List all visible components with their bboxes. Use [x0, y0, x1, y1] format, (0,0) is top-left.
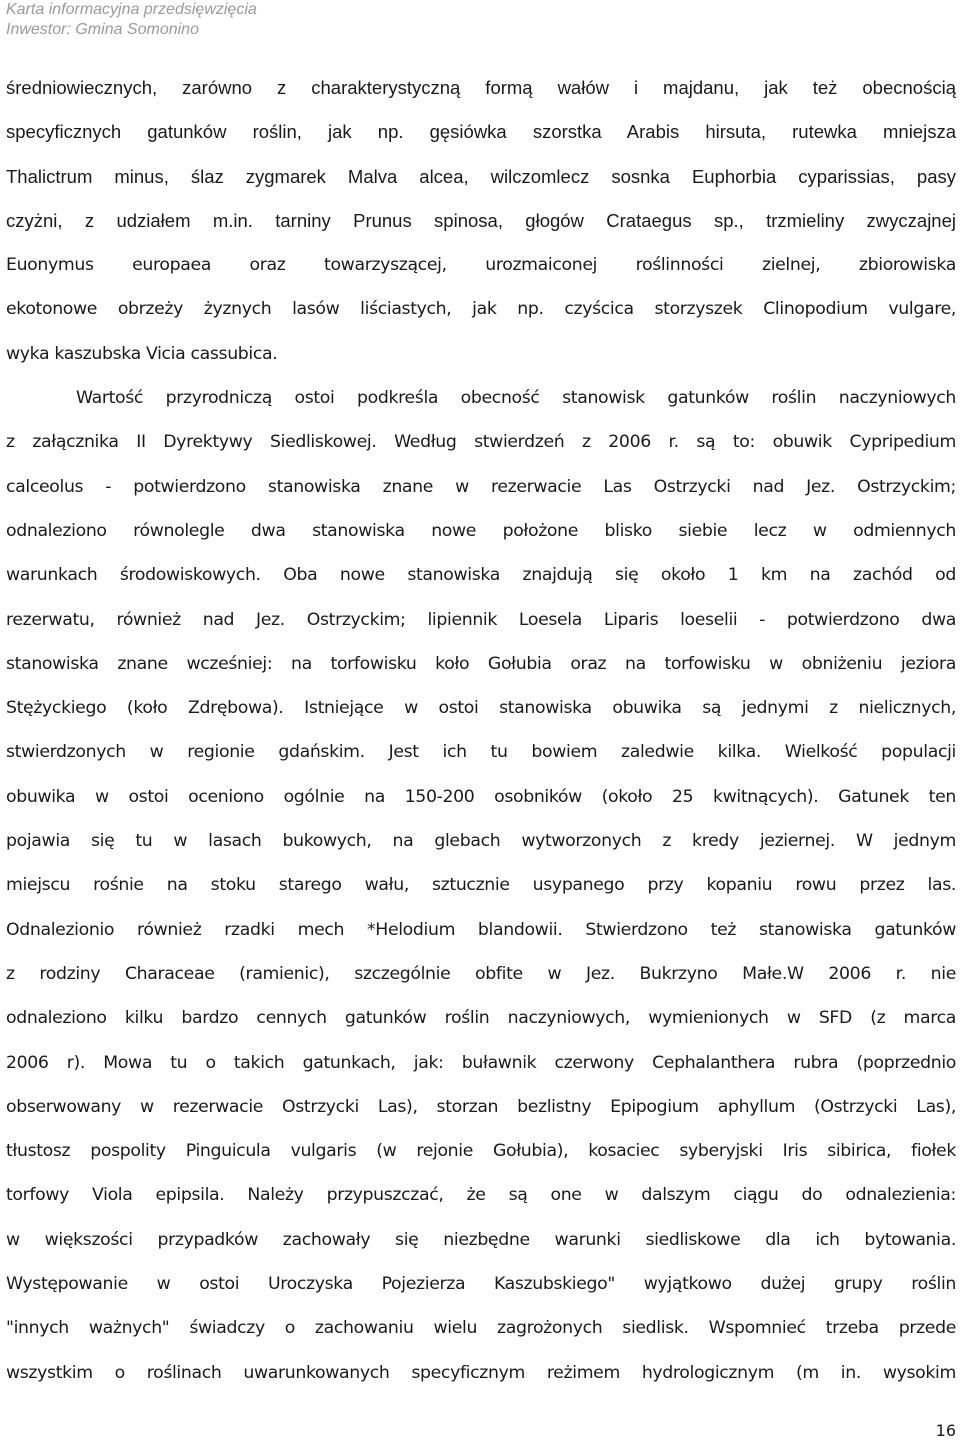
text-line: odnaleziono równolegle dwa stanowiska nowe położone blisko siebie lecz w odmiennych	[6, 520, 956, 541]
page-number: 16	[935, 1421, 956, 1440]
text-line: odnaleziono kilku bardzo cennych gatunków roślin naczyniowych, wymienionych w SFD (z marca	[6, 1008, 956, 1029]
text-line: Stężyckiego (koło Zdrębowa). Istniejące w ostoi stanowiska obuwika są jednymi z nielicznych,	[6, 698, 956, 719]
header-title: Karta informacyjna przedsięwzięcia	[6, 1, 257, 18]
text-line: obserwowany w rezerwacie Ostrzycki Las), storzan bezlistny Epipogium aphyllum (Ostrzycki Las),	[6, 1096, 956, 1117]
text-line: ekotonowe obrzeży żyznych lasów liściastych, jak np. czyścica storzyszek Clinopodium vulgare,	[6, 299, 956, 320]
text-line: stwierdzonych w regionie gdańskim. Jest ich tu bowiem zaledwie kilka. Wielkość populacji	[6, 742, 956, 763]
text-line: z załącznika II Dyrektywy Siedliskowej. Według stwierdzeń z 2006 r. są to: obuwik Cypripedium	[6, 432, 956, 453]
text-line: torfowy Viola epipsila. Należy przypuszczać, że są one w dalszym ciągu do odnalezienia:	[6, 1185, 956, 1206]
text-line: "innych ważnych" świadczy o zachowaniu wielu zagrożonych siedlisk. Wspomnieć trzeba przede	[6, 1318, 956, 1339]
text-line: pojawia się tu w lasach bukowych, na glebach wytworzonych z kredy jeziernej. W jednym	[6, 831, 956, 852]
text-line: obuwika w ostoi oceniono ogólnie na 150-200 osobników (około 25 kwitnących). Gatunek ten	[6, 786, 956, 807]
text-line: wszystkim o roślinach uwarunkowanych specyficznym reżimem hydrologicznym (m in. wysokim	[6, 1362, 956, 1383]
text-line: specyficznych gatunków roślin, jak np. gęsiówka szorstka Arabis hirsuta, rutewka mniejsza	[6, 121, 956, 143]
text-line: średniowiecznych, zarówno z charakterystyczną formą wałów i majdanu, jak też obecnością	[6, 77, 956, 98]
text-line: w większości przypadków zachowały się niezbędne warunki siedliskowe dla ich bytowania.	[6, 1229, 956, 1250]
text-line: tłustosz pospolity Pinguicula vulgaris (w rejonie Gołubia), kosaciec syberyjski Iris sibirica, fiołek	[6, 1141, 956, 1162]
text-line: Euonymus europaea oraz towarzyszącej, urozmaiconej roślinności zielnej, zbiorowiska	[6, 255, 956, 276]
page-header	[6, 0, 257, 40]
text-line: wyka kaszubska Vicia cassubica.	[6, 343, 278, 364]
text-line: stanowiska znane wcześniej: na torfowisku koło Gołubia oraz na torfowisku w obniżeniu jeziora	[6, 653, 956, 674]
text-line: warunkach środowiskowych. Oba nowe stanowiska znajdują się około 1 km na zachód od	[6, 565, 956, 586]
body-text	[6, 66, 956, 1395]
text-line: 2006 r). Mowa tu o takich gatunkach, jak: buławnik czerwony Cephalanthera rubra (poprzednio	[6, 1052, 956, 1073]
text-line: rezerwatu, również nad Jez. Ostrzyckim; lipiennik Loesela Liparis loeselii - potwierdzono dwa	[6, 609, 956, 630]
text-line: miejscu rośnie na stoku starego wału, sztucznie usypanego przy kopaniu rowu przez las.	[6, 875, 956, 896]
text-line: z rodziny Characeae (ramienic), szczególnie obfite w Jez. Bukrzyno Małe.W 2006 r. nie	[6, 963, 956, 984]
text-line: calceolus - potwierdzono stanowiska znane w rezerwacie Las Ostrzycki nad Jez. Ostrzyckim;	[6, 476, 956, 497]
text-line: Wartość przyrodniczą ostoi podkreśla obecność stanowisk gatunków roślin naczyniowych	[76, 388, 956, 409]
text-line: czyżni, z udziałem m.in. tarniny Prunus spinosa, głogów Crataegus sp., trzmieliny zwyczajnej	[6, 209, 956, 231]
text-line: Występowanie w ostoi Uroczyska Pojezierza Kaszubskiego" wyjątkowo dużej grupy roślin	[6, 1274, 956, 1295]
header-investor: Inwestor: Gmina Somonino	[6, 21, 199, 38]
text-line: Odnalezionio również rzadki mech *Helodium blandowii. Stwierdzono też stanowiska gatunków	[6, 919, 956, 940]
text-line: Thalictrum minus, ślaz zygmarek Malva alcea, wilczomlecz sosnka Euphorbia cyparissias, pasy	[6, 165, 956, 187]
